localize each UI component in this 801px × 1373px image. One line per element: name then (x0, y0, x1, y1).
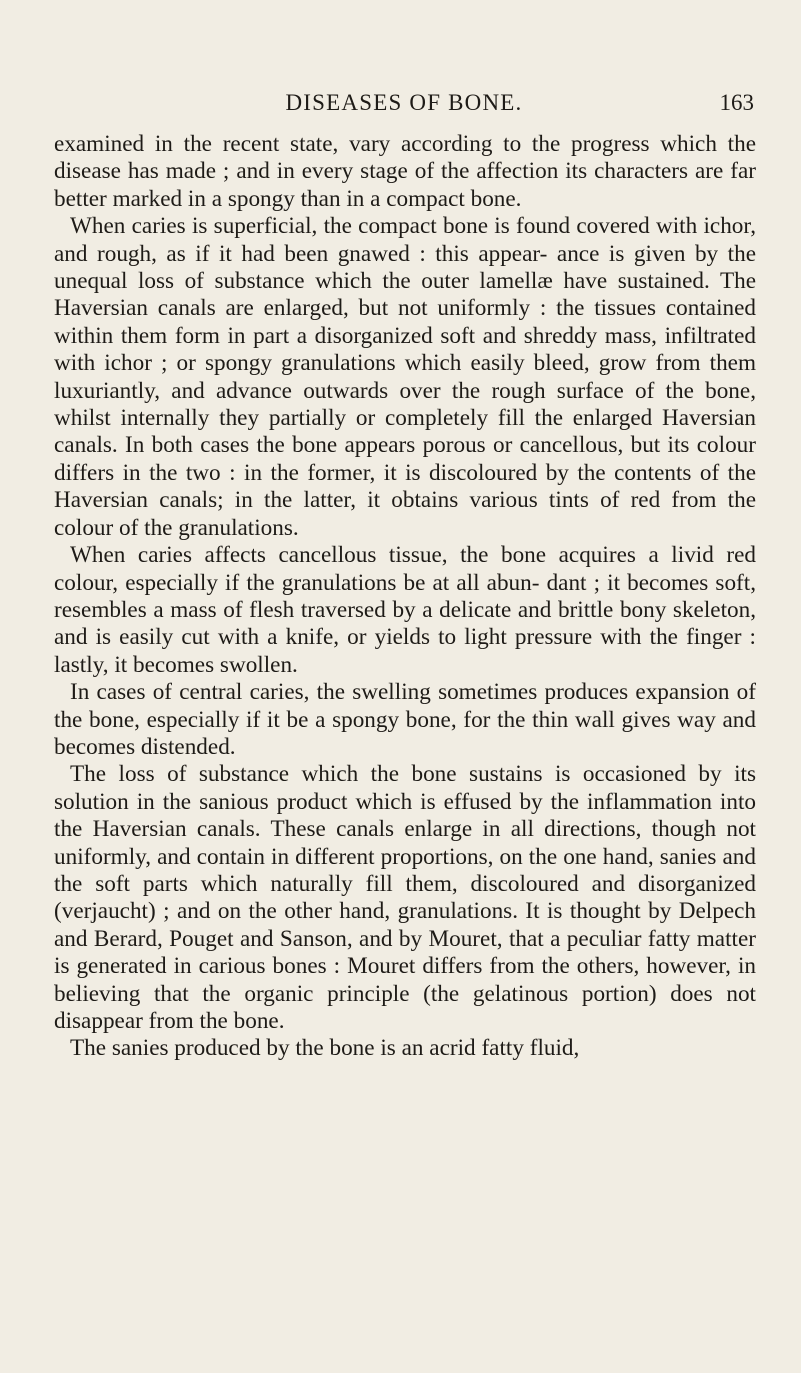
paragraph-central-caries: In cases of central caries, the swelling sometimes produces expansion of the bone, especially if it be a spongy bone, for the thin wall gives way and becomes distended. (54, 679, 756, 760)
paragraph-cancellous-caries: When caries affects cancellous tissue, the bone acquires a livid red colour, especially if the granulations be at all abun- dant ; it becomes soft, resembles a mass of flesh traversed by a delicate and brittle bony skeleton, and is easily cut with a knife, or yields to light pressure with the finger : lastly, it becomes swollen. (54, 542, 756, 678)
paragraph-loss-of-substance: The loss of substance which the bone sustains is occasioned by its solution in the sanious product which is effused by the inflammation into the Haversian canals. These canals enlarge in all directions, though not uniformly, and contain in different proportions, on the one hand, sanies and the soft parts which naturally fill them, discoloured and disorganized (verjaucht) ; and on the other hand, granulations. It is thought by Delpech and Berard, Pouget and Sanson, and by Mouret, that a peculiar fatty matter is generated in carious bones : Mouret differs from the others, however, in believing that the organic principle (the gelatinous portion) does not disappear from the bone. (54, 761, 756, 1034)
paragraph-continued: examined in the recent state, vary according to the progress which the disease has made ; and in every stage of the affection its characters are far better marked in a spongy than in a compact bone. (54, 131, 756, 212)
paragraph-superficial-caries: When caries is superficial, the compact bone is found covered with ichor, and rough, as if it had been gnawed : this appear- ance is given by the unequal loss of substance which the outer lamellæ have sustained. The Haversian canals are enlarged, but not uniformly : the tissues contained within them form in part a disorganized soft and shreddy mass, infiltrated with ichor ; or spongy granulations which easily bleed, grow from them luxuriantly, and advance outwards over the rough surface of the bone, whilst internally they partially or completely fill the enlarged Haversian canals. In both cases the bone appears porous or cancellous, but its colour differs in the two : in the former, it is discoloured by the contents of the Haversian canals; in the latter, it obtains various tints of red from the colour of the granulations. (54, 213, 756, 541)
running-head (54, 88, 754, 118)
page-number: 163 (719, 90, 754, 115)
paragraph-sanies: The sanies produced by the bone is an acrid fatty fluid, (70, 1035, 580, 1062)
running-title: DISEASES OF BONE. (285, 90, 523, 115)
body-text (54, 131, 756, 1063)
